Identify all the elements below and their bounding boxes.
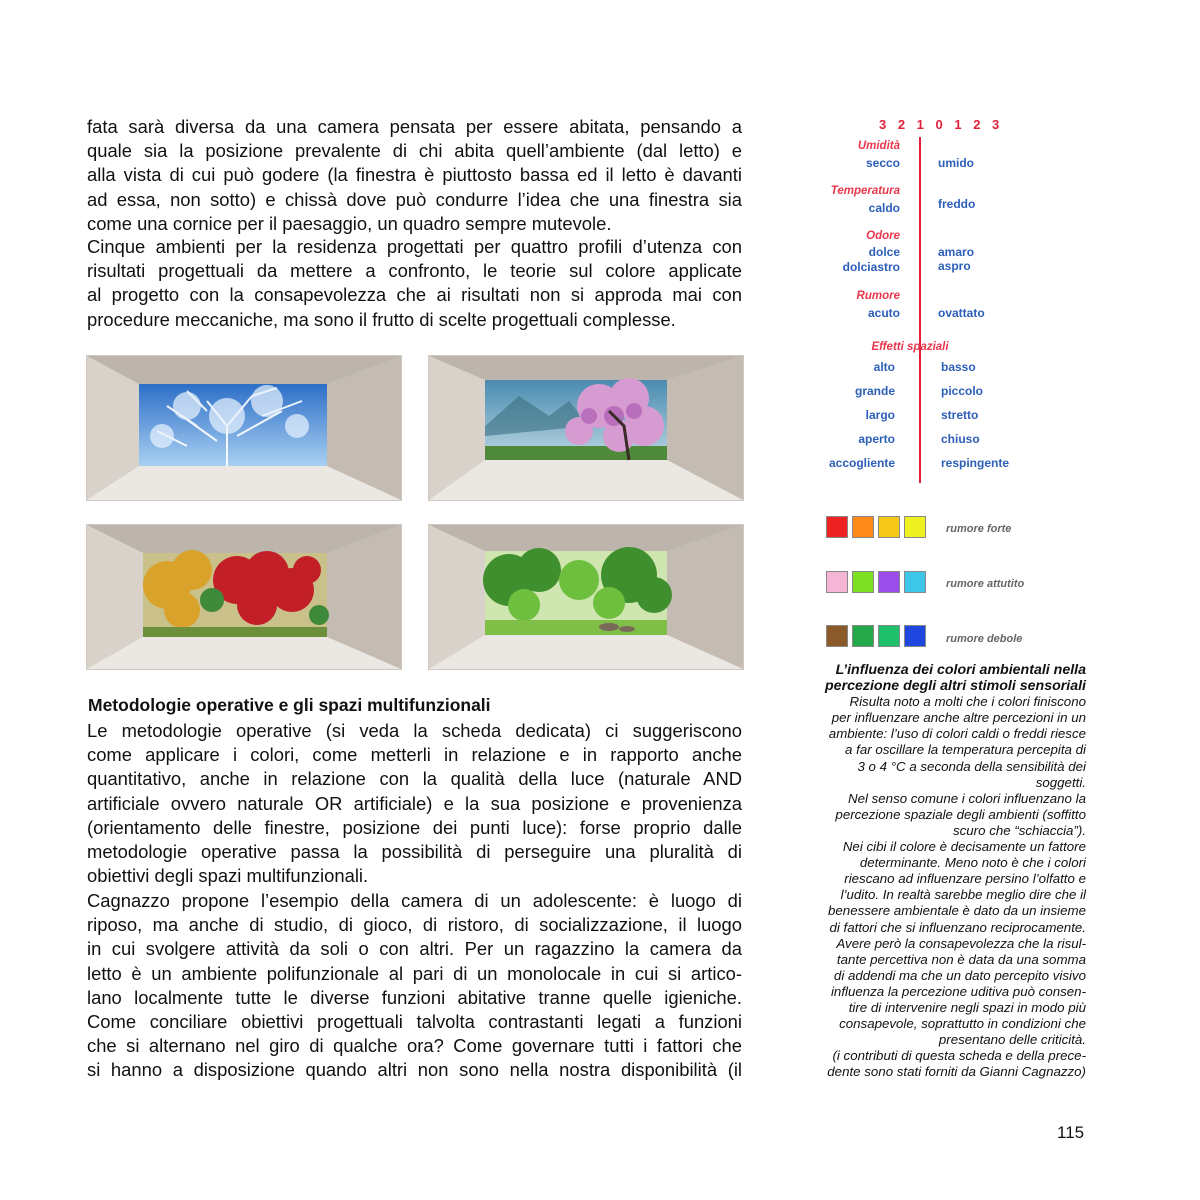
color-swatch (826, 625, 848, 647)
summer-forest-window-photo (428, 524, 744, 670)
scale-numbers: 3 2 1 0 1 2 3 (879, 117, 1004, 132)
scale-center-line (919, 137, 921, 483)
text-line: alla vista di cui può godere (la finestra è piuttosto bassa ed il letto è davanti (87, 164, 742, 186)
text-line: (orientamento delle finestre, posizione dei punti luce): forse proprio dalle (87, 816, 742, 838)
text-line: procedure meccaniche, ma sono il frutto di scelte progettuali complesse. (87, 308, 676, 330)
caption-line: Nel senso comune i colori influenzano la (847, 790, 1086, 806)
caption-line: benessere ambientale è dato da un insieme (828, 903, 1086, 919)
spatial-right: basso (941, 360, 976, 374)
caption-line: percezione spaziale degli ambienti (soffitto (835, 806, 1086, 822)
caption-line: l’udito. In realtà sarebbe meglio dire che il (840, 887, 1086, 903)
caption-title-line: L’influenza dei colori ambientali nella (835, 662, 1086, 678)
spatial-right: piccolo (941, 384, 984, 398)
category-humidity: Umidità (857, 140, 900, 152)
spatial-left: accogliente (828, 456, 895, 470)
caption-line: riescano ad influenzare persino l’olfatto e (844, 871, 1086, 887)
caption-line: determinante. Meno noto è che i colori (859, 855, 1086, 871)
category-temperature: Temperatura (830, 185, 900, 197)
text-line: come applicare i colori, come metterli in relazione e in rapporto anche (87, 744, 742, 766)
caption-line: scuro che “schiaccia”). (952, 822, 1086, 838)
humidity-right: umido (938, 156, 974, 170)
swatch-label: rumore forte (946, 523, 1012, 535)
caption-line: (i contributi di questa scheda e della prece- (832, 1048, 1086, 1064)
noise-right: ovattato (938, 306, 985, 320)
category-spatial-effects: Effetti spaziali (871, 341, 949, 353)
text-line: quale sia la posizione prevalente di chi abita quell’ambiente (dal letto) e (87, 140, 742, 162)
category-smell: Odore (866, 230, 900, 242)
spatial-left: largo (865, 408, 895, 422)
color-swatch (878, 516, 900, 538)
caption-line: Avere però la consapevolezza che la risul- (836, 935, 1086, 951)
text-line: obiettivi degli spazi multifunzionali. (87, 865, 369, 887)
caption-line: di fattori che si influenzano reciprocamente. (829, 919, 1086, 935)
caption-line: presentano delle criticità. (938, 1032, 1086, 1048)
caption-line: consapevole, soprattutto in condizioni che (839, 1016, 1086, 1032)
color-swatch (878, 625, 900, 647)
color-swatch (904, 516, 926, 538)
color-swatch (852, 516, 874, 538)
caption-title-line: percezione degli altri stimoli sensoriali (825, 678, 1086, 695)
color-swatch (852, 625, 874, 647)
text-line: si hanno a disposizione quando altri non sono nella nostra disponibilità (il (87, 1059, 742, 1081)
spatial-left: grande (854, 384, 895, 398)
caption-line: ambiente: l’uso di colori caldi o freddi riesce (828, 726, 1086, 742)
text-line: lano localmente tutte le diverse funzioni abitative tranne quelle igieniche. (87, 986, 742, 1008)
spatial-left: aperto (858, 432, 895, 446)
category-noise: Rumore (856, 290, 900, 302)
caption-line: 3 o 4 °C a seconda della sensibilità dei (857, 758, 1086, 774)
caption-line: Nei cibi il colore è decisamente un fattore (842, 839, 1086, 855)
caption-line: dente sono stati forniti da Gianni Cagnazzo) (827, 1064, 1086, 1080)
spatial-right: respingente (941, 456, 1010, 470)
text-line: fata sarà diversa da una camera pensata per essere abitata, pensando a (87, 116, 742, 137)
temperature-left: caldo (868, 201, 900, 215)
spring-blossom-window-photo (428, 355, 744, 501)
spatial-right: chiuso (941, 432, 980, 446)
text-line: riposo, ma anche di studio, di gioco, di ristoro, di socializzazione, il luogo (87, 914, 742, 936)
caption-line: soggetti. (1035, 774, 1086, 790)
section-heading: Metodologie operative e gli spazi multifunzionali (88, 695, 491, 715)
caption-line: tante percettiva non è data da una somma (836, 951, 1086, 967)
page-number: 115 (1057, 1123, 1085, 1142)
color-swatch (878, 571, 900, 593)
text-line: artificiale ovvero naturale OR artificiale) e la sua posizione e provenienza (87, 792, 742, 814)
spatial-right: stretto (941, 408, 979, 422)
text-line: Le metodologie operative (si veda la scheda dedicata) ci suggeriscono (87, 720, 742, 741)
sidebar-caption (768, 662, 1086, 1080)
text-line: al progetto con la consapevolezza che ai risultati non si approda mai con (87, 284, 742, 306)
spatial-left: alto (873, 360, 895, 374)
caption-line: a far oscillare la temperatura percepita di (845, 742, 1086, 758)
text-line: Cinque ambienti per la residenza progettati per quattro profili d’utenza con (87, 236, 742, 257)
caption-line: per influenzare anche altre percezioni in un (831, 710, 1086, 726)
color-swatch (852, 571, 874, 593)
caption-line: influenza la percezione uditiva può consen- (830, 983, 1086, 999)
paragraph-methodologies (87, 719, 742, 888)
smell-right-2: aspro (938, 259, 971, 273)
caption-line: Risulta noto a molti che i colori finiscono (849, 694, 1086, 710)
paragraph-adolescent-room (87, 889, 742, 1083)
text-line: Cagnazzo propone l’esempio della camera di un adolescente: è luogo di (87, 890, 742, 911)
color-swatch (904, 625, 926, 647)
color-swatch (826, 516, 848, 538)
text-line: in cui svolgere attività da soli o con altri. Per un ragazzino la camera da (87, 938, 742, 960)
caption-line: di addendi ma che un dato percepito visivo (833, 967, 1086, 983)
text-line: Come conciliare obiettivi progettuali talvolta contrastanti legati a funzioni (87, 1011, 742, 1033)
temperature-right: freddo (938, 197, 976, 211)
text-line: letto è un ambiente polifunzionale al pari di un monolocale in cui si artico- (87, 962, 742, 984)
winter-tree-window-photo (86, 355, 402, 501)
text-line: ad essa, non sotto) e chissà dove può condurre l’idea che una finestra sia (87, 188, 742, 210)
swatch-label: rumore attutito (946, 578, 1025, 590)
paragraph-intro (87, 115, 742, 236)
text-line: come una cornice per il paesaggio, un quadro sempre mutevole. (87, 212, 612, 234)
swatch-label: rumore debole (946, 633, 1023, 645)
color-swatch (826, 571, 848, 593)
smell-left-2: dolciastro (842, 260, 900, 274)
text-line: che si alternano nel giro di qualche ora? Come governare tutti i fattori che (87, 1035, 742, 1057)
autumn-tree-window-photo (86, 524, 402, 670)
smell-left-1: dolce (868, 245, 900, 259)
caption-line: tire di intervenire negli spazi in modo più (848, 999, 1086, 1015)
text-line: risultati progettuali da mettere a confronto, le teorie sul colore applicate (87, 260, 742, 282)
color-swatch (904, 571, 926, 593)
smell-right-1: amaro (938, 245, 975, 259)
noise-left: acuto (867, 306, 900, 320)
humidity-left: secco (865, 156, 900, 170)
text-line: metodologie operative passa la possibilità di perseguire una pluralità di (87, 841, 742, 863)
text-line: quantitativo, anche in relazione con la qualità della luce (naturale AND (87, 768, 742, 790)
paragraph-five-rooms (87, 235, 742, 332)
